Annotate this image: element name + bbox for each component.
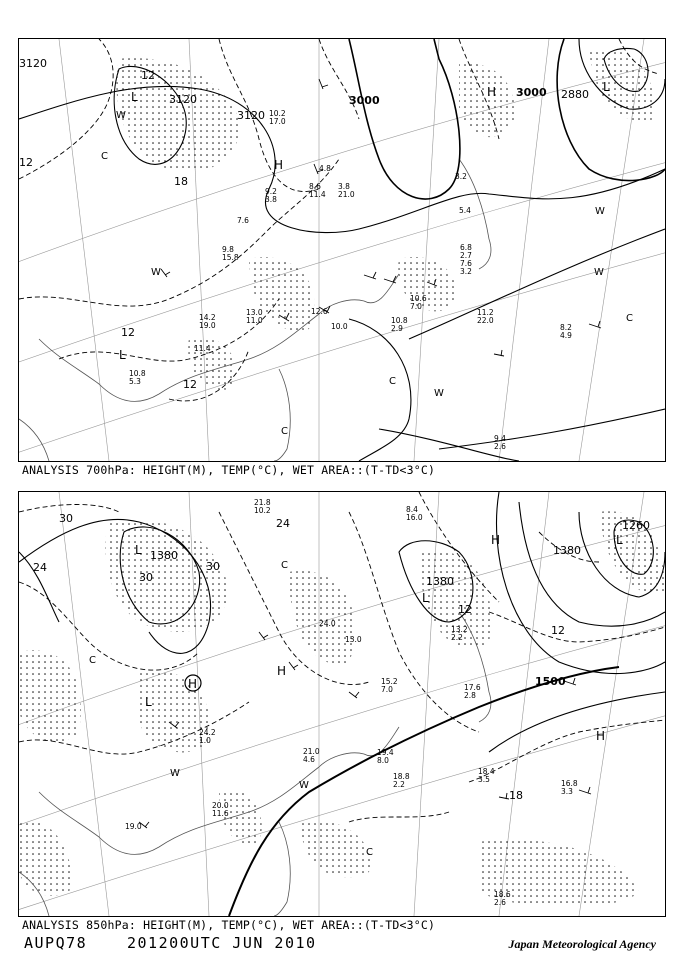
low-center: L [145, 695, 152, 709]
high-center: H [274, 158, 284, 172]
station-value: 22.0 [477, 316, 494, 325]
station-value: 10.6 [410, 294, 427, 303]
station-value: 2.7 [460, 251, 472, 260]
station-value: 11.2 [477, 308, 494, 317]
height-label: 1380 [426, 575, 454, 588]
temp-label: 30 [206, 560, 220, 573]
height-label: 3120 [237, 109, 265, 122]
station-value: 16.8 [561, 779, 578, 788]
panel-caption-850hpa: ANALYSIS 850hPa: HEIGHT(M), TEMP(°C), WET AREA::(T-TD<3°C) [22, 918, 436, 932]
station-value: 2.8 [464, 691, 476, 700]
temp-label: 18 [174, 175, 188, 188]
station-value: 2.6 [494, 898, 506, 907]
station-value: 13.0 [345, 635, 362, 644]
station-value: 9.8 [222, 245, 234, 254]
station-value: 8.6 [309, 182, 321, 191]
station-value: 3.5 [478, 775, 490, 784]
station-value: 12.6 [311, 307, 328, 316]
height-label: 1500 [535, 675, 566, 688]
station-value: 2.9 [391, 324, 403, 333]
station-value: 3.2 [460, 267, 472, 276]
temp-label: 12 [121, 326, 135, 339]
station-value: 8.0 [377, 756, 389, 765]
cold-center: C [626, 313, 633, 324]
station-value: 11.0 [246, 316, 263, 325]
warm-center: W [595, 206, 605, 217]
analysis-map-700hpa [18, 38, 666, 462]
analysis-datetime: 201200UTC JUN 2010 [127, 934, 317, 952]
station-value: 6.8 [460, 243, 472, 252]
station-value: 11.4 [309, 190, 326, 199]
temp-label: 12 [183, 378, 197, 391]
map-700-drawing [19, 39, 665, 461]
warm-center: W [151, 267, 161, 278]
station-value: 19.0 [199, 321, 216, 330]
station-value: 24.2 [199, 728, 216, 737]
station-value: 18.4 [478, 767, 495, 776]
station-value: 21.8 [254, 498, 271, 507]
height-contours [19, 39, 665, 461]
high-center: H [491, 533, 501, 547]
warm-center: W [299, 780, 309, 791]
station-value: 10.2 [269, 109, 286, 118]
temp-label: 18 [509, 789, 523, 802]
station-value: 11.6 [212, 809, 229, 818]
high-center: H [277, 664, 287, 678]
low-center: L [616, 533, 623, 547]
station-value: 10.8 [129, 369, 146, 378]
temp-label: 30 [139, 571, 153, 584]
temp-label: 24 [276, 517, 290, 530]
station-value: 16.0 [406, 513, 423, 522]
station-value: 3.8 [338, 182, 350, 191]
station-value: 20.0 [212, 801, 229, 810]
height-label: 1380 [553, 544, 581, 557]
station-value: 7.6 [460, 259, 472, 268]
station-value: 24.0 [319, 619, 336, 628]
cold-center: C [281, 560, 288, 571]
station-value: 21.0 [338, 190, 355, 199]
high-center: H [596, 729, 606, 743]
warm-center: W [116, 110, 126, 121]
station-value: 17.6 [464, 683, 481, 692]
station-value: 7.6 [237, 216, 249, 225]
station-value: 3.3 [561, 787, 573, 796]
temp-label: 12 [141, 69, 155, 82]
station-value: 13.2 [451, 625, 468, 634]
height-label: 3000 [349, 94, 380, 107]
height-label: 1260 [622, 519, 650, 532]
station-value: 4.6 [303, 755, 315, 764]
station-value: 8.4 [406, 505, 418, 514]
height-label: 1380 [150, 549, 178, 562]
cold-center: C [89, 655, 96, 666]
station-value: 19.0 [125, 822, 142, 831]
cold-center: C [389, 376, 396, 387]
temp-label: 12 [551, 624, 565, 637]
station-value: 9.2 [265, 187, 277, 196]
station-value: 2.2 [393, 780, 405, 789]
station-value: 15.8 [222, 253, 239, 262]
low-center: L [422, 591, 429, 605]
station-value: 10.0 [331, 322, 348, 331]
station-value: 9.4 [494, 434, 506, 443]
low-center: L [135, 543, 142, 557]
cold-center: C [101, 151, 108, 162]
station-value: 10.8 [391, 316, 408, 325]
station-value: 18.6 [494, 890, 511, 899]
analysis-map-850hpa [18, 491, 666, 917]
warm-center: W [594, 267, 604, 278]
height-label: 3000 [516, 86, 547, 99]
temp-label: 12 [458, 603, 472, 616]
low-center: L [119, 348, 126, 362]
station-value: 1.0 [199, 736, 211, 745]
station-value: 8.2 [560, 323, 572, 332]
station-value: 5.3 [129, 377, 141, 386]
station-value: 7.0 [410, 302, 422, 311]
warm-center: W [170, 768, 180, 779]
station-value: 4.9 [560, 331, 572, 340]
chart-code: AUPQ78 [24, 934, 88, 952]
station-value: 14.2 [199, 313, 216, 322]
warm-center: W [434, 388, 444, 399]
cold-center: C [281, 426, 288, 437]
low-center: L [603, 80, 610, 94]
height-label: 3120 [19, 57, 47, 70]
station-value: 5.4 [459, 206, 471, 215]
station-value: 15.2 [381, 677, 398, 686]
station-value: 11.4 [194, 344, 211, 353]
station-value: 3.2 [455, 172, 467, 181]
station-value: 18.8 [393, 772, 410, 781]
station-value: 19.4 [377, 748, 394, 757]
station-value: 21.0 [303, 747, 320, 756]
temp-label: 12 [19, 156, 33, 169]
station-value: 13.0 [246, 308, 263, 317]
station-value: 2.2 [451, 633, 463, 642]
high-center: H [188, 677, 198, 691]
temp-label: 24 [33, 561, 47, 574]
low-center: L [131, 90, 138, 104]
temp-label: 30 [59, 512, 73, 525]
station-value: 2.6 [494, 442, 506, 451]
graticule [19, 39, 665, 461]
station-value: 17.0 [269, 117, 286, 126]
station-value: 4.8 [319, 164, 331, 173]
map-850-drawing [19, 492, 665, 916]
agency-credit: Japan Meteorological Agency [508, 937, 656, 951]
cold-center: C [366, 847, 373, 858]
station-value: 10.2 [254, 506, 271, 515]
station-value: 7.0 [381, 685, 393, 694]
height-label: 3120 [169, 93, 197, 106]
wet-areas [19, 511, 665, 907]
station-value: 3.8 [265, 195, 277, 204]
panel-caption-700hpa: ANALYSIS 700hPa: HEIGHT(M), TEMP(°C), WET AREA::(T-TD<3°C) [22, 463, 436, 477]
height-label: 2880 [561, 88, 589, 101]
high-center: H [487, 85, 497, 99]
